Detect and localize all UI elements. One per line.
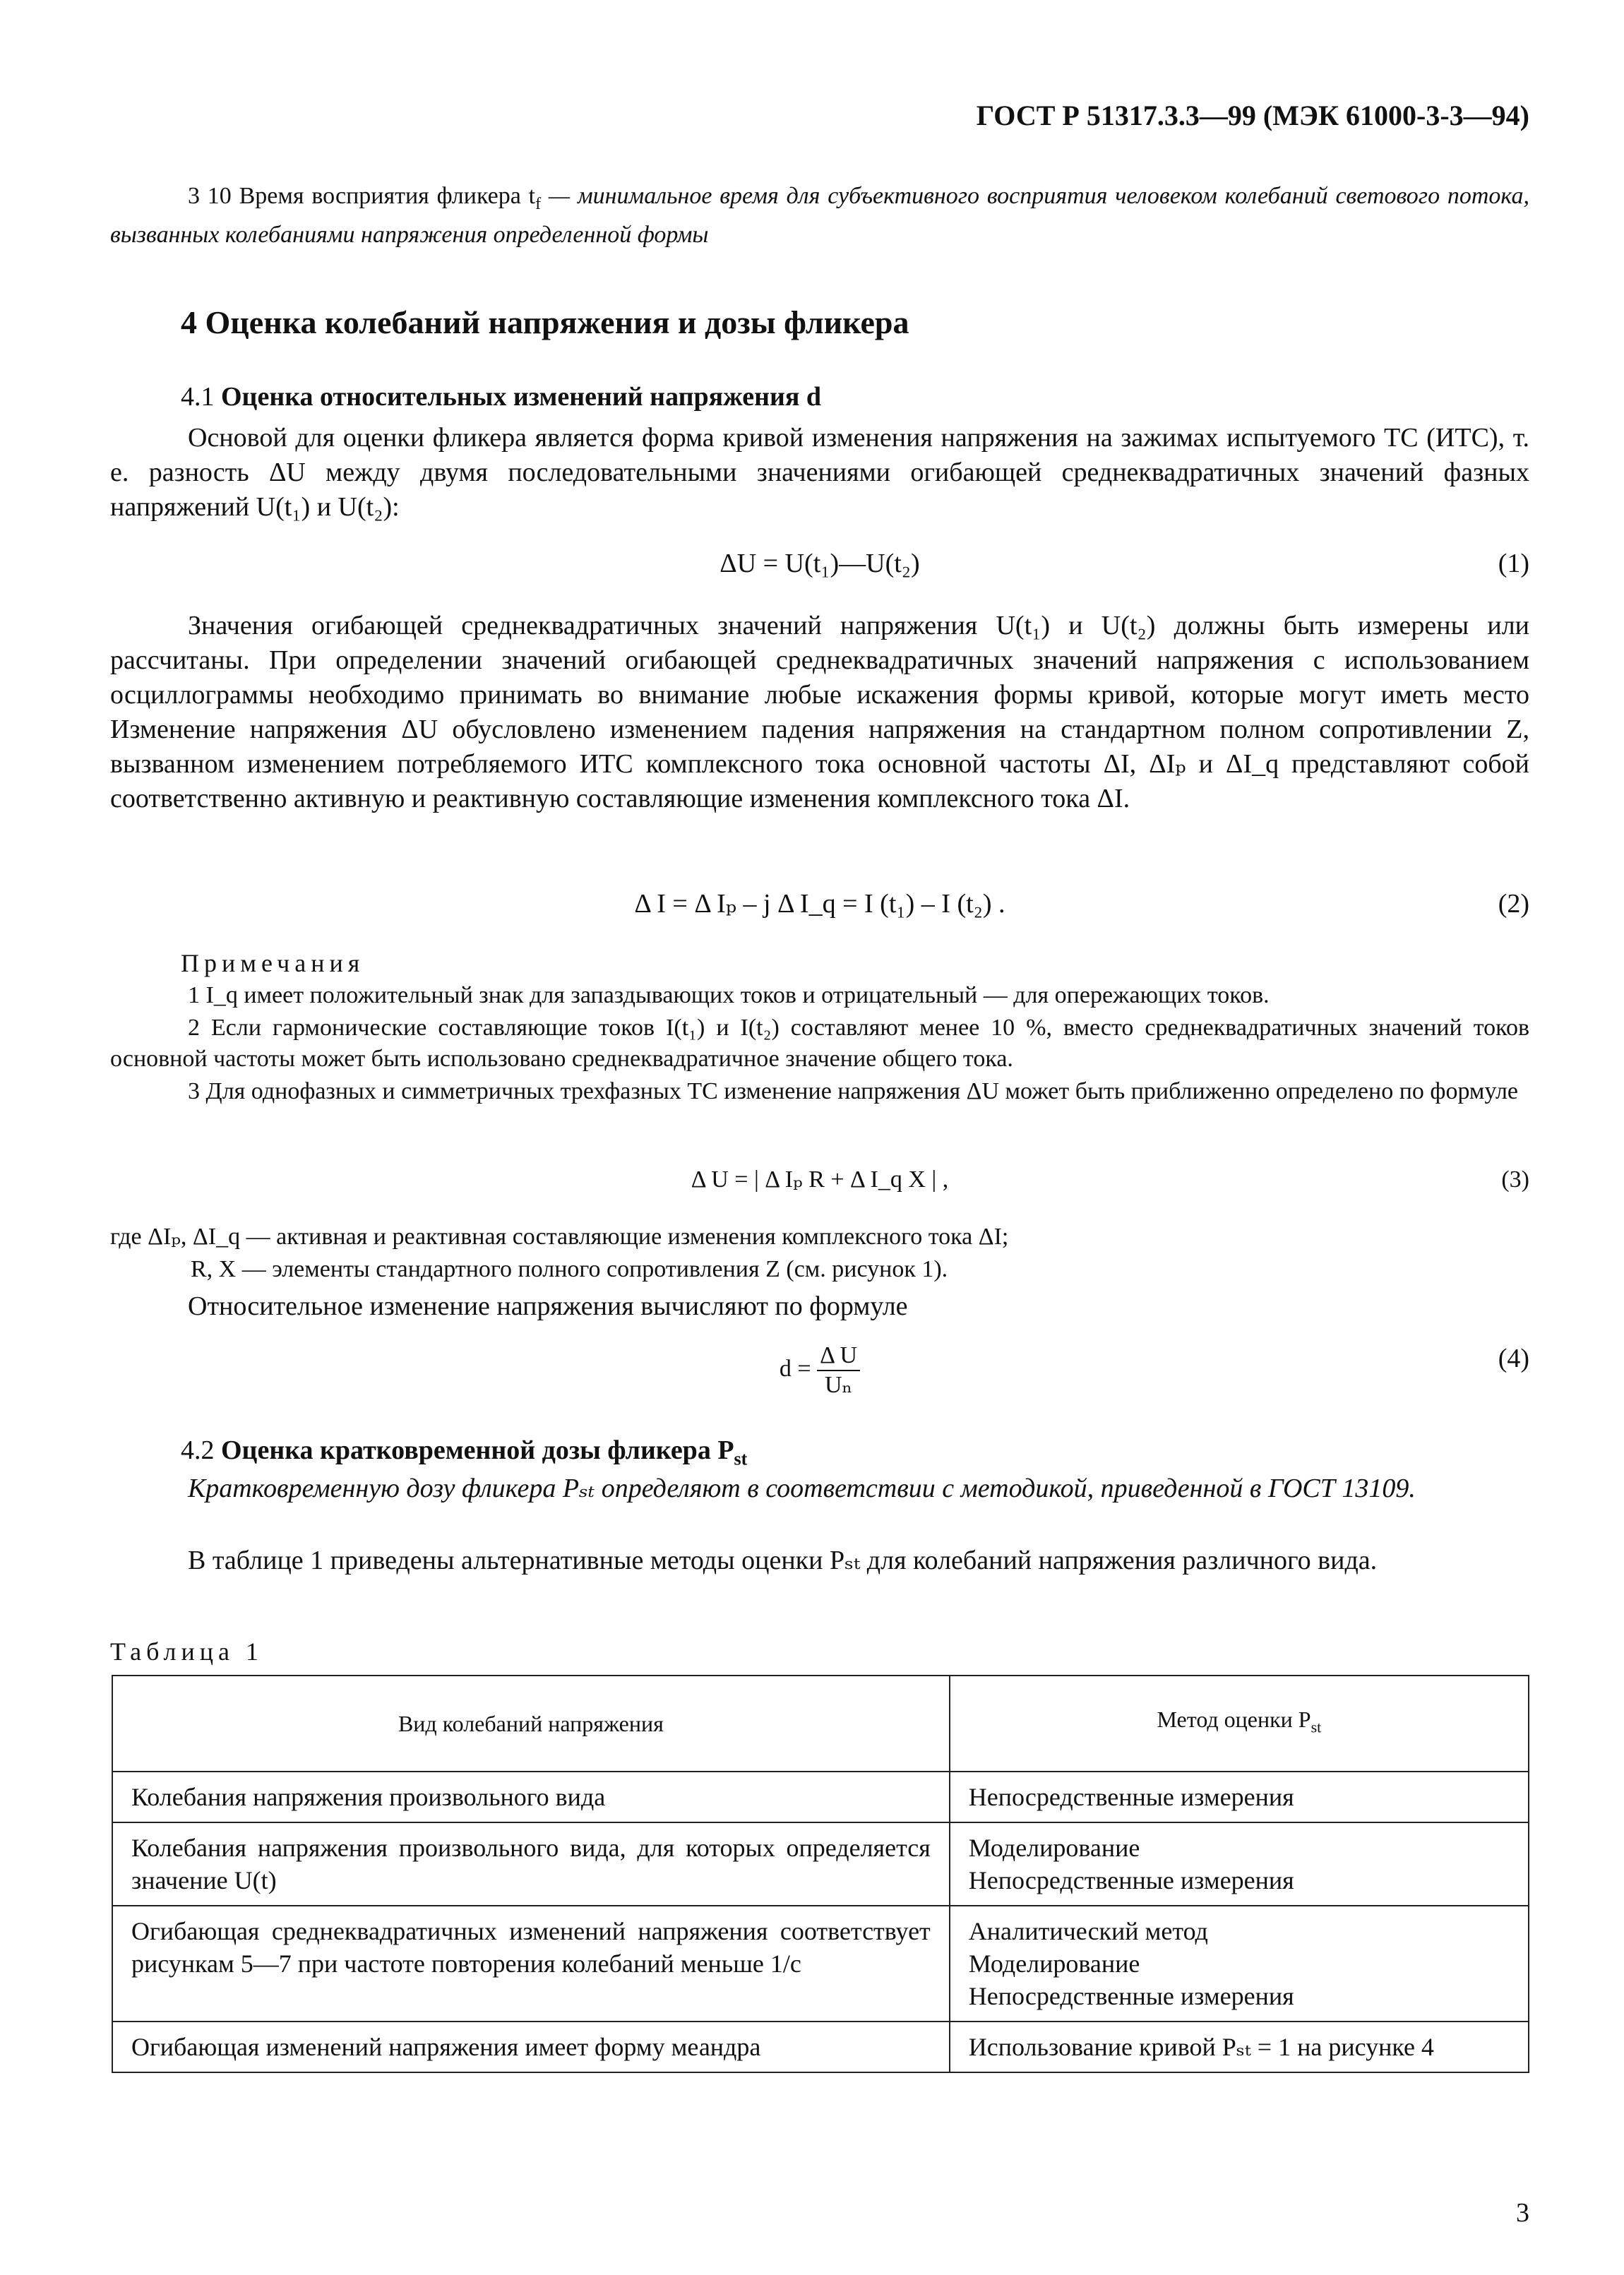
table-1 bbox=[112, 1675, 1529, 2073]
where-line-1: где ΔIₚ, ΔI_q — активная и реактивная составляющие изменения комплексного тока ΔI; bbox=[110, 1224, 1009, 1250]
subsection-4-2-heading bbox=[181, 1435, 747, 1470]
table-header-row bbox=[112, 1676, 1529, 1772]
clause-3-10 bbox=[110, 181, 1529, 251]
table-row bbox=[112, 1772, 1529, 1822]
subsection-4-1-heading bbox=[181, 381, 821, 412]
equation-4-number: (4) bbox=[1498, 1344, 1529, 1373]
table-cell-type: Колебания напряжения произвольного вида, для которых определяется значение U(t) bbox=[112, 1822, 950, 1906]
equation-1-formula: ΔU = U(t₁)—U(t₂) bbox=[720, 549, 920, 578]
table-cell-method bbox=[950, 2022, 1529, 2072]
method-line: Непосредственные измерения bbox=[968, 1982, 1294, 2010]
equation-4-numerator: Δ U bbox=[817, 1342, 860, 1371]
paragraph-4-1-relative: Относительное изменение напряжения вычисляют по формуле bbox=[188, 1291, 908, 1321]
method-line: Моделирование bbox=[968, 1949, 1140, 1978]
table-cell-type: Огибающая среднеквадратичных изменений напряжения соответствует рисункам 5—7 при частоте повторения колебаний меньше 1/с bbox=[112, 1906, 950, 2022]
subsection-4-2-title-sub: st bbox=[734, 1448, 748, 1469]
table-cell-method bbox=[950, 1906, 1529, 2022]
clause-term: 3 10 Время восприятия фликера t bbox=[188, 183, 536, 209]
table-header-col1: Вид колебаний напряжения bbox=[112, 1676, 950, 1772]
equation-3-number: (3) bbox=[1501, 1166, 1529, 1193]
equation-4-lhs: d = bbox=[779, 1355, 811, 1382]
subsection-4-2-title: Оценка кратковременной дозы фликера P bbox=[221, 1435, 734, 1465]
clause-term-sub: f bbox=[535, 194, 542, 213]
method-line: Непосредственные измерения bbox=[968, 1783, 1294, 1811]
paragraph-4-2-table-intro: В таблице 1 приведены альтернативные методы оценки Pₛₜ для колебаний напряжения различного вида. bbox=[188, 1546, 1378, 1575]
note-2: 2 Если гармонические составляющие токов I(t₁) и I(t₂) составляют менее 10 %, вместо среднеквадратичных значений токов основной частоты может быть использовано среднеквадратичное значение общего тока. bbox=[110, 1015, 1529, 1072]
method-line: Моделирование bbox=[968, 1834, 1140, 1862]
table-header-col2-sub: st bbox=[1310, 1718, 1322, 1736]
paragraph-4-1-values: Значения огибающей среднеквадратичных значений напряжения U(t₁) и U(t₂) должны быть измерены или рассчитаны. При определении значений огибающей среднеквадратичных значений напряжения с использованием осциллограммы необходимо принимать во внимание любые искажения формы кривой, которые могут иметь место Изменение напряжения ΔU обусловлено изменением падения напряжения на стандартном полном сопротивлении Z, вызванном изменением потребляемого ИТС комплексного тока основной частоты ΔI, ΔIₚ и ΔI_q представляют собой соответственно активную и реактивную составляющие изменения комплексного тока ΔI. bbox=[110, 611, 1529, 813]
table-row bbox=[112, 1906, 1529, 2022]
note-1: 1 I_q имеет положительный знак для запаздывающих токов и отрицательный — для опережающих токов. bbox=[188, 982, 1270, 1008]
document-header: ГОСТ Р 51317.3.3—99 (МЭК 61000-3-3—94) bbox=[976, 100, 1529, 131]
note-3: 3 Для однофазных и симметричных трехфазных ТС изменение напряжения ΔU может быть приближенно определено по формуле bbox=[188, 1078, 1519, 1104]
paragraph-4-1-basis: Основой для оценки фликера является форма кривой изменения напряжения на зажимах испытуемого ТС (ИТС), т. е. разность ΔU между двумя последовательными значениями огибающей среднеквадратичных значений фазных напряжений U(t₁) и U(t₂): bbox=[110, 423, 1529, 522]
equation-2-formula: Δ I = Δ Iₚ – j Δ I_q = I (t₁) – I (t₂) . bbox=[634, 889, 1005, 919]
where-line-2: R, X — элементы стандартного полного сопротивления Z (см. рисунок 1). bbox=[191, 1256, 948, 1282]
method-line: Аналитический метод bbox=[968, 1917, 1208, 1945]
table-1-caption: Таблица 1 bbox=[110, 1637, 263, 1666]
paragraph-4-2-definition: Кратковременную дозу фликера Pₛₜ определяют в соответствии с методикой, приведенной в ГОСТ 13109. bbox=[188, 1474, 1416, 1503]
table-row bbox=[112, 1822, 1529, 1906]
equation-1-number: (1) bbox=[1498, 549, 1529, 578]
equation-4 bbox=[110, 1342, 1529, 1405]
equation-3-formula: Δ U = | Δ Iₚ R + Δ I_q X | , bbox=[691, 1166, 949, 1193]
method-line: Непосредственные измерения bbox=[968, 1866, 1294, 1894]
table-cell-method bbox=[950, 1772, 1529, 1822]
table-header-col2-text: Метод оценки P bbox=[1157, 1707, 1311, 1733]
subsection-4-1-title: Оценка относительных изменений напряжения d bbox=[221, 382, 822, 412]
table-row bbox=[112, 2022, 1529, 2072]
table-cell-type: Колебания напряжения произвольного вида bbox=[112, 1772, 950, 1822]
equation-2-number: (2) bbox=[1498, 889, 1529, 919]
equation-4-denominator: Uₙ bbox=[824, 1372, 853, 1398]
table-cell-type: Огибающая изменений напряжения имеет форму меандра bbox=[112, 2022, 950, 2072]
subsection-4-1-number: 4.1 bbox=[181, 382, 215, 412]
section-4-title: 4 Оценка колебаний напряжения и дозы фликера bbox=[181, 304, 909, 340]
subsection-4-2-number: 4.2 bbox=[181, 1435, 215, 1465]
clause-definition: — минимальное время для субъективного восприятия человеком колебаний светового потока, вызванных колебаниями напряжения определенной формы bbox=[110, 183, 1529, 248]
page-number: 3 bbox=[1516, 2198, 1529, 2228]
notes-heading: Примечания bbox=[181, 949, 365, 977]
table-cell-method bbox=[950, 1822, 1529, 1906]
table-header-col2 bbox=[950, 1676, 1529, 1772]
equation-4-fraction bbox=[817, 1342, 860, 1399]
method-line: Использование кривой Pₛₜ = 1 на рисунке 4 bbox=[968, 2033, 1434, 2061]
